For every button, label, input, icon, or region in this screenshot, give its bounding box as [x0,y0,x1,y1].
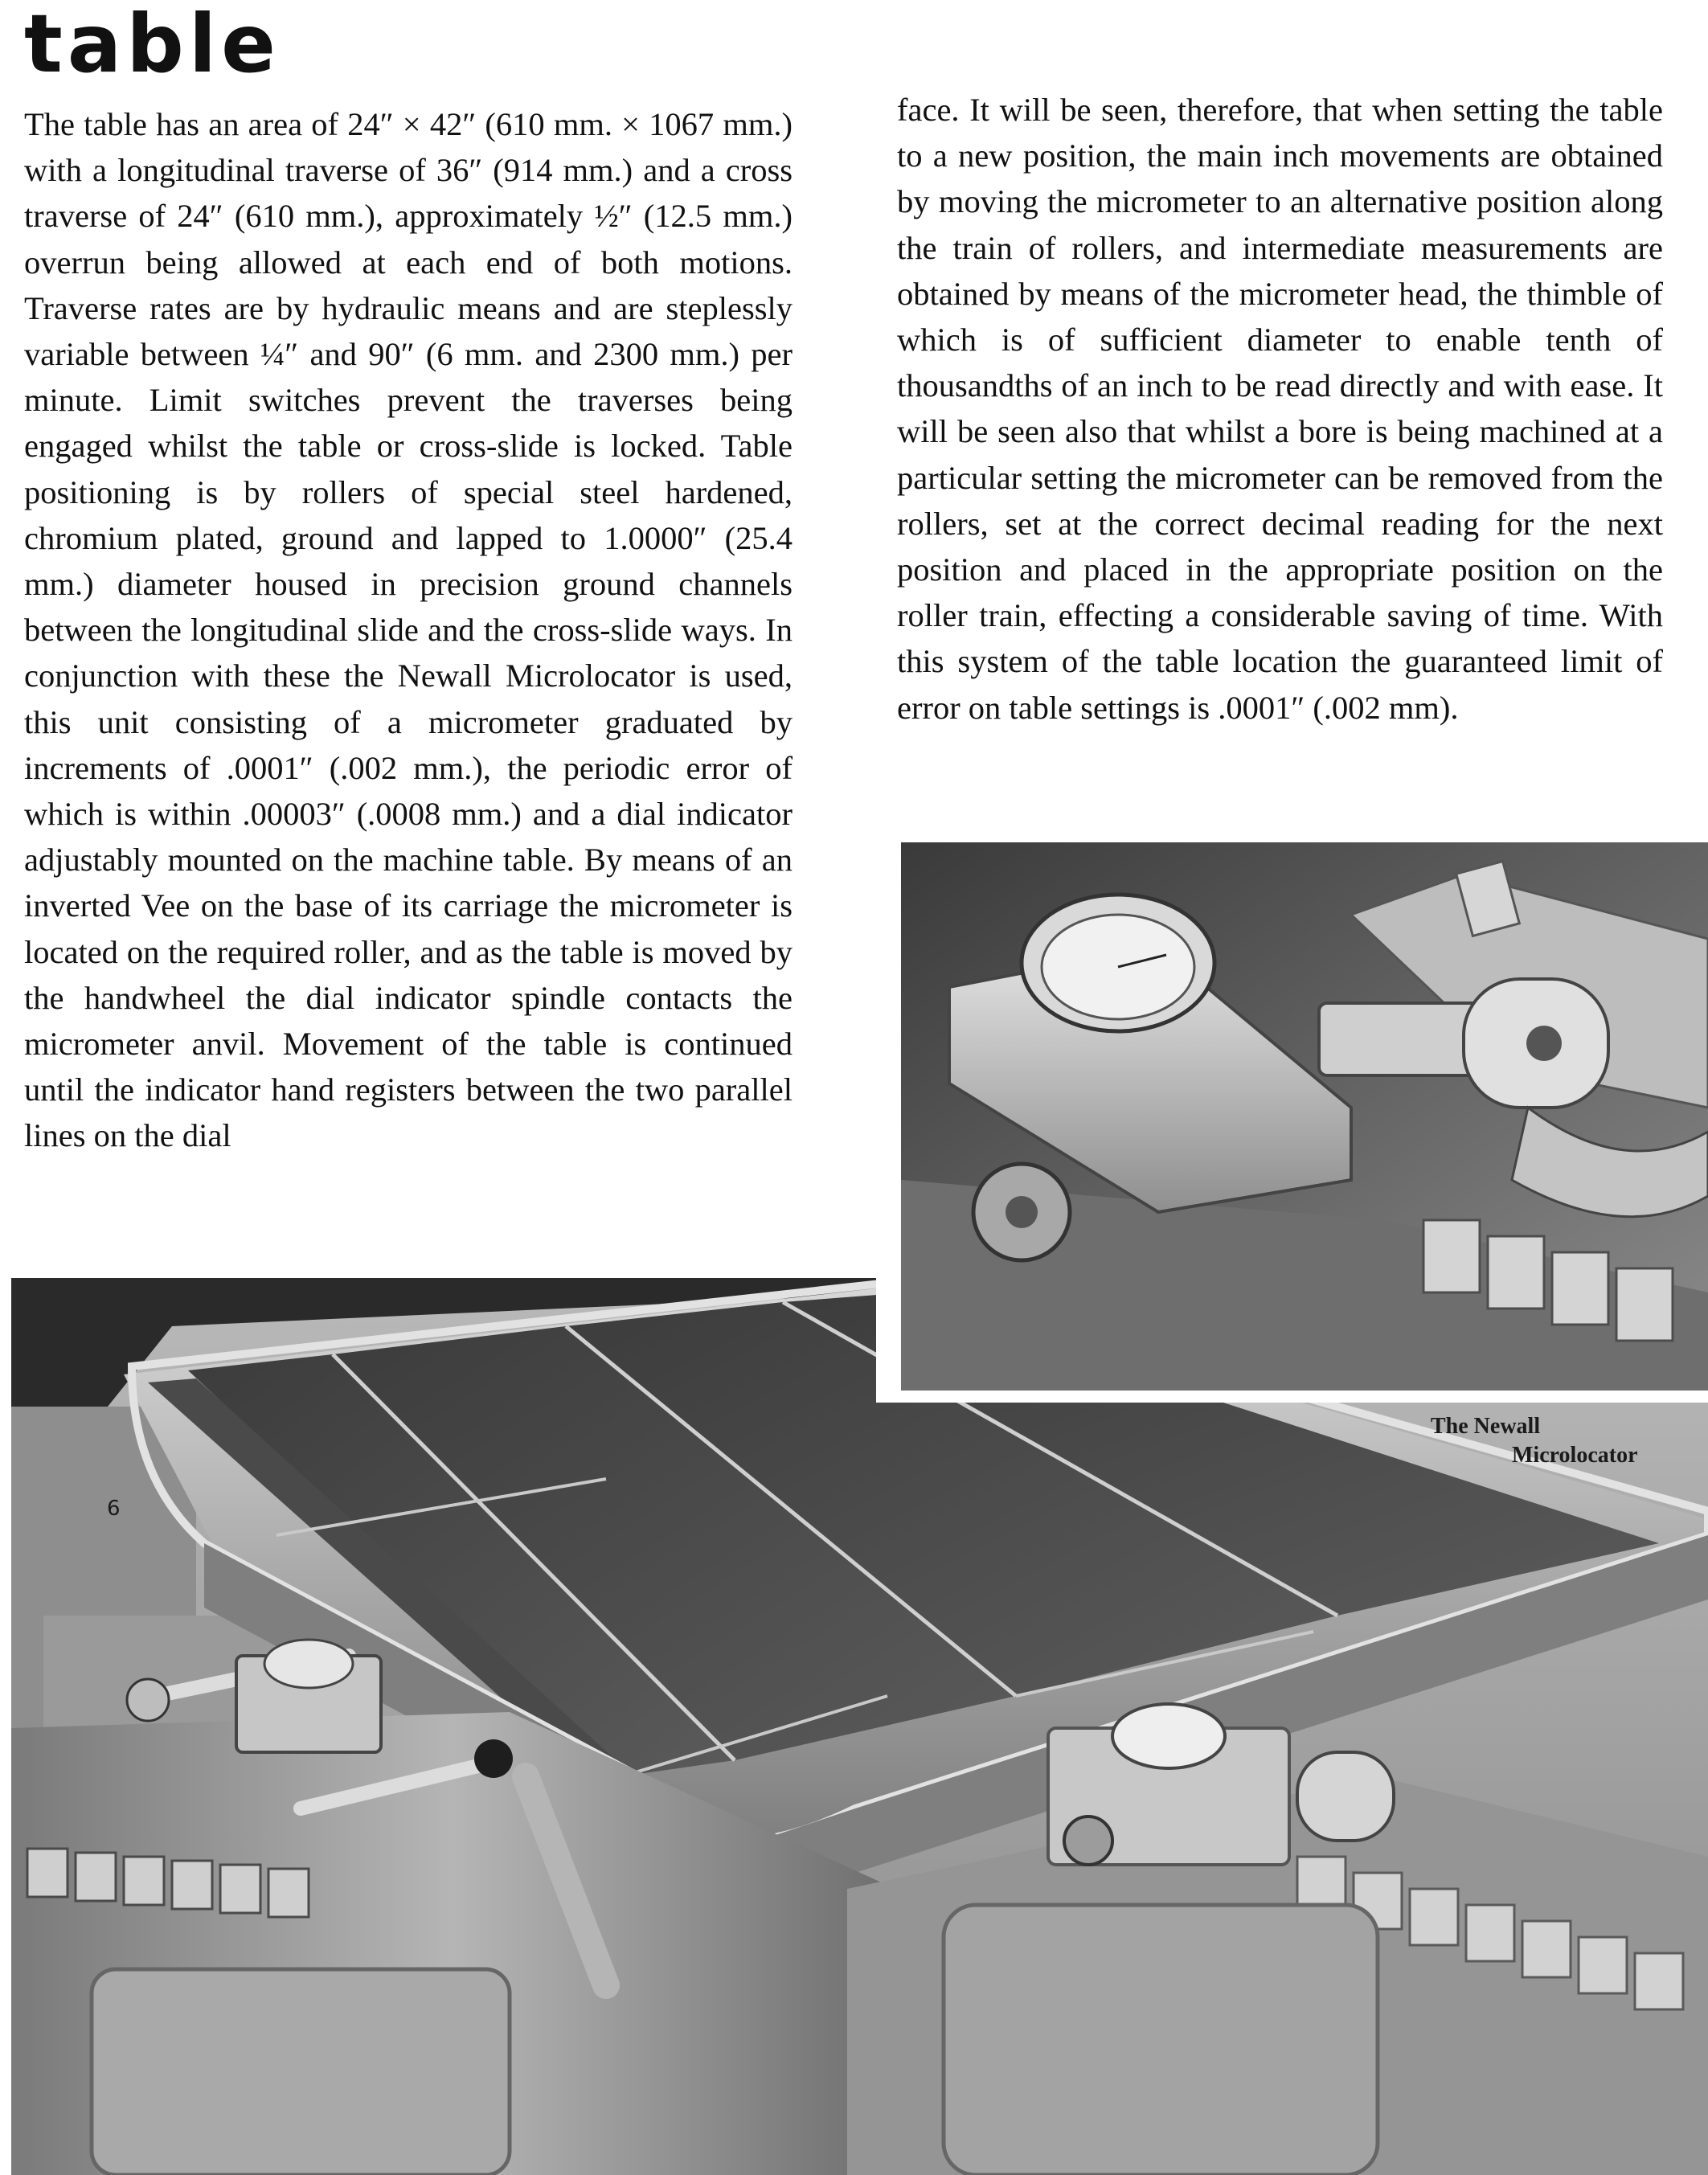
photo-caption [1431,1412,1638,1470]
body-text-left-column: The table has an area of 24″ × 42″ (610 mm. × 1067 mm.) with a longitudinal traverse of 36″ (914 mm.) and a cross traverse of 24″ (610 mm.), approximately ½″ (12.5 mm.) overrun being allowed at each end of both motions. Traverse rates are by hydraulic means and are steplessly variable between ¼″ and 90″ (6 mm. and 2300 mm.) per minute. Limit switches prevent the traverses being engaged whilst the table or cross-slide is locked. Table positioning is by rollers of special steel hardened, chromium plated, ground and lapped to 1.0000″ (25.4 mm.) diameter housed in precision ground channels between the longitudinal slide and the cross-slide ways. In conjunction with these the Newall Microlocator is used, this unit consisting of a micrometer graduated by increments of .0001″ (.002 mm.), the periodic error of which is within .00003″ (.0008 mm.) and a dial indicator adjustably mounted on the machine table. By means of an inverted Vee on the base of its carriage the micrometer is located on the required roller, and as the table is moved by the handwheel the dial indicator spindle contacts the micrometer anvil. Movement of the table is continued until the indicator hand registers between the two parallel lines on the dial [24,106,793,1154]
caption-line-2: Microlocator [1512,1443,1638,1468]
microlocator-photo [901,842,1708,1391]
caption-line-1: The Newall [1431,1414,1541,1439]
body-text-right-column: face. It will be seen, therefore, that when setting the table to a new position, the main inch movements are obtained by moving the micrometer to an alternative position along the train of rollers, and intermediate measurements are obtained by means of the micrometer head, the thimble of which is of sufficient diameter to enable tenth of thousandths of an inch to be read directly and with ease. It will be seen also that whilst a bore is being machined at a particular setting the micrometer can be removed from the rollers, set at the correct decimal reading for the next position and placed in the appropriate position on the roller train, effecting a considerable saving of time. With this system of the table location the guaranteed limit of error on table settings is .0001″ (.002 mm). [897,92,1663,726]
page-heading: table [24,0,281,91]
page-number: 6 [107,1497,121,1521]
